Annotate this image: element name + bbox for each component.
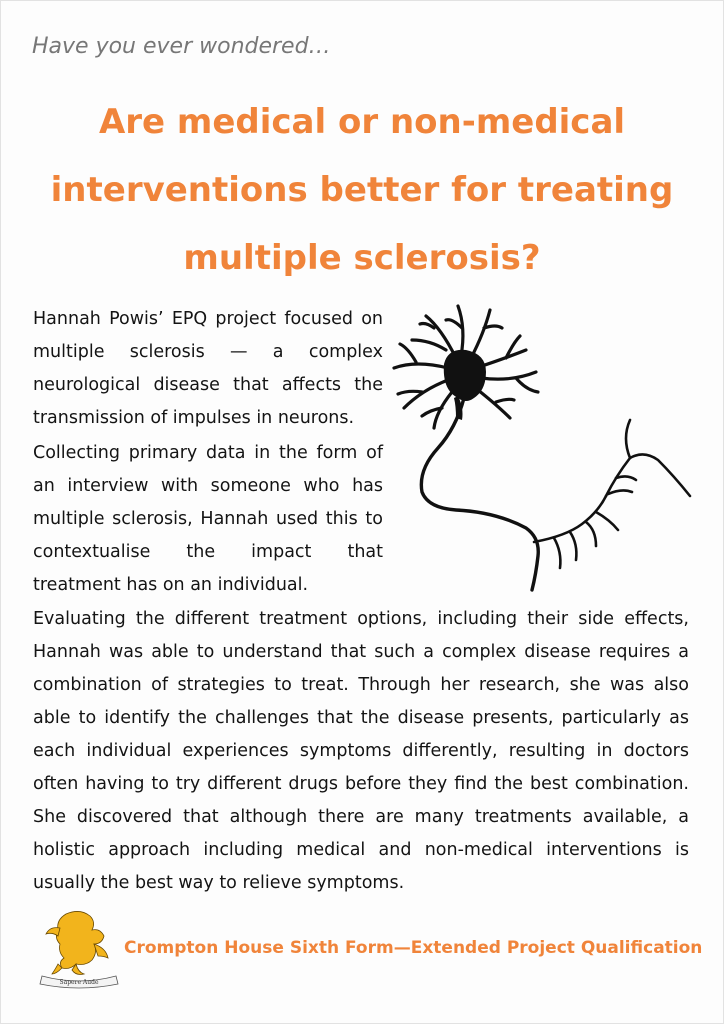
footer-text: Crompton House Sixth Form—Extended Project Qualification — [124, 938, 703, 958]
page-title: Are medical or non-medical interventions better for treating multiple sclerosis? — [50, 102, 674, 278]
kicker-text: Have you ever wondered… — [32, 34, 331, 59]
paragraph-evaluation-text: Evaluating the different treatment options, including their side effects, Hannah was able to understand that such a complex disease requires a combination of strategies to treat. Through her research, she was also able to identify the challenges that the disease presents, particularly as each individual experiences symptoms differently, resulting in doctors often having to try different drugs before they find the best combination. She discovered that although there are many treatments available, a holistic approach including medical and non-medical interventions is usually the best way to relieve symptoms. — [33, 609, 689, 893]
paragraph-interview-text: Collecting primary data in the form of an interview with someone who has multiple sclerosis, Hannah used this to contextualise the impact that treatment has on an individual. — [33, 443, 383, 595]
school-crest-lion — [36, 906, 122, 990]
crest-motto: Sapere Aude — [59, 979, 99, 986]
paragraph-intro-text: Hannah Powis’ EPQ project focused on multiple sclerosis — a complex neurological disease that affects the transmission of impulses in neurons. — [33, 309, 383, 428]
paragraph-interview — [33, 437, 383, 602]
paragraph-evaluation — [33, 603, 689, 900]
paragraph-intro — [33, 303, 383, 435]
neuron-illustration — [386, 298, 696, 594]
